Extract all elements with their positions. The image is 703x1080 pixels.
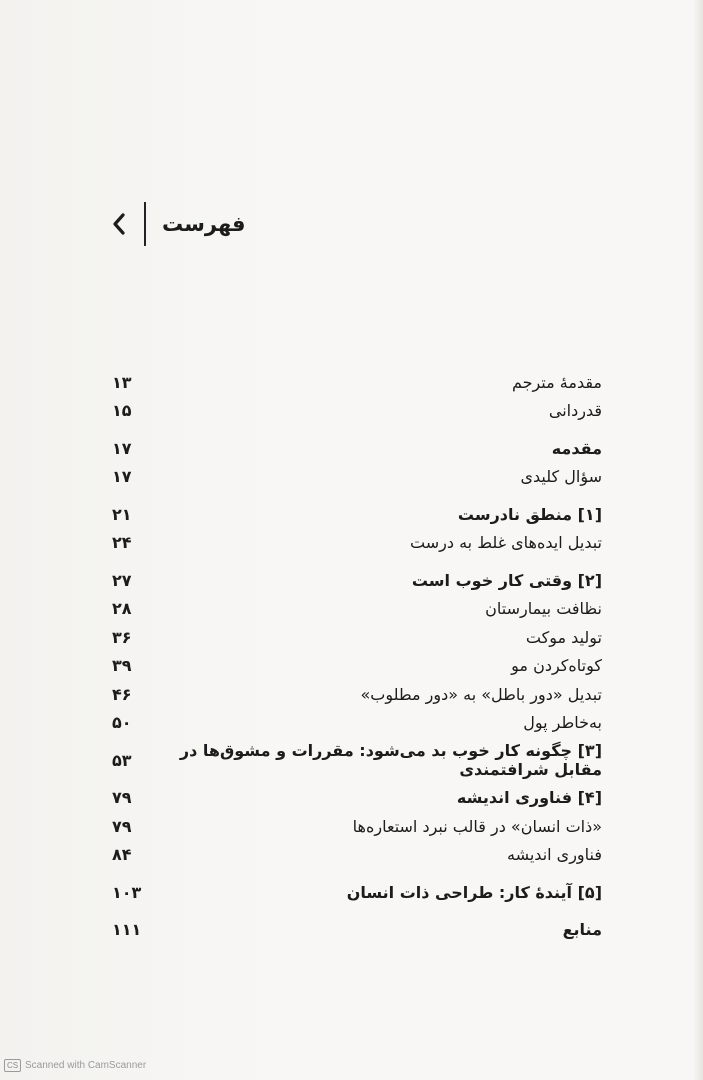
toc-entry[interactable]: [112, 741, 602, 780]
toc-page-number: ۲۸: [112, 599, 132, 619]
toc-page-number: ۱۷: [112, 467, 132, 487]
toc-page-number: ۳۶: [112, 627, 132, 647]
toc-entry[interactable]: [112, 595, 602, 624]
toc-group-spacer: [112, 557, 602, 566]
table-of-contents: [112, 368, 602, 944]
toc-section-title: کوتاه‌کردن مو: [511, 656, 602, 676]
toc-page-number: ۳۹: [112, 656, 132, 676]
toc-chapter-title: [۲] وقتی کار خوب است: [411, 570, 602, 590]
toc-page-number: ۷۹: [112, 788, 132, 808]
watermark-text: Scanned with CamScanner: [25, 1060, 147, 1071]
toc-group-spacer: [112, 425, 602, 434]
toc-page-number: ۱۰۳: [112, 882, 142, 902]
toc-entry[interactable]: [112, 434, 602, 463]
toc-section-title: سؤال کلیدی: [520, 467, 602, 487]
toc-section-title: تبدیل ایده‌های غلط به درست: [410, 533, 602, 553]
page-title: فهرست: [162, 212, 246, 236]
toc-entry[interactable]: [112, 916, 602, 945]
toc-group-spacer: [112, 491, 602, 500]
toc-entry[interactable]: [112, 368, 602, 397]
toc-heading: [108, 200, 246, 248]
toc-page-number: ۵۳: [112, 750, 132, 770]
heading-divider: [144, 202, 146, 246]
toc-chapter-title: منابع: [562, 920, 602, 940]
toc-entry[interactable]: [112, 841, 602, 870]
toc-page-number: ۱۷: [112, 438, 132, 458]
toc-chapter-title: [۱] منطق نادرست: [457, 504, 602, 524]
toc-section-title: مقدمهٔ مترجم: [511, 372, 602, 392]
toc-page-number: ۱۱۱: [112, 920, 142, 940]
toc-section-title: نظافت بیمارستان: [485, 599, 602, 619]
toc-entry[interactable]: [112, 784, 602, 813]
toc-page-number: ۵۰: [112, 713, 132, 733]
toc-section-title: فناوری اندیشه: [506, 845, 602, 865]
toc-entry[interactable]: [112, 463, 602, 492]
toc-chapter-title: [۳] چگونه کار خوب بد می‌شود: مقررات و مشوق‌ها در مقابل شرافتمندی: [179, 741, 602, 780]
toc-entry[interactable]: [112, 680, 602, 709]
toc-section-title: «ذات انسان» در قالب نبرد استعاره‌ها: [352, 816, 602, 836]
chevron-left-icon: [108, 204, 130, 244]
toc-page-number: ۲۴: [112, 533, 132, 553]
toc-page-number: ۱۵: [112, 401, 132, 421]
toc-entry[interactable]: [112, 623, 602, 652]
toc-page-number: ۲۷: [112, 570, 132, 590]
toc-page-number: ۸۴: [112, 845, 132, 865]
toc-chapter-title: [۴] فناوری اندیشه: [456, 788, 602, 808]
toc-page-number: ۷۹: [112, 816, 132, 836]
toc-entry[interactable]: [112, 878, 602, 907]
toc-group-spacer: [112, 869, 602, 878]
toc-section-title: تولید موکت: [525, 627, 602, 647]
toc-entry[interactable]: [112, 709, 602, 738]
toc-chapter-title: [۵] آیندهٔ کار: طراحی ذات انسان: [346, 882, 602, 902]
toc-page-number: ۴۶: [112, 684, 132, 704]
toc-section-title: به‌خاطر پول: [523, 713, 602, 733]
camscanner-logo-icon: CS: [4, 1059, 21, 1072]
toc-page-number: ۲۱: [112, 504, 132, 524]
toc-entry[interactable]: [112, 652, 602, 681]
toc-entry[interactable]: [112, 812, 602, 841]
toc-section-title: قدردانی: [548, 401, 602, 421]
toc-page-number: ۱۳: [112, 372, 132, 392]
scanner-watermark: [4, 1059, 146, 1072]
toc-entry[interactable]: [112, 566, 602, 595]
toc-entry[interactable]: [112, 500, 602, 529]
page-edge-shadow: [693, 0, 703, 1080]
toc-group-spacer: [112, 907, 602, 916]
toc-chapter-title: مقدمه: [551, 438, 602, 458]
toc-entry[interactable]: [112, 397, 602, 426]
toc-entry[interactable]: [112, 529, 602, 558]
toc-section-title: تبدیل «دور باطل» به «دور مطلوب»: [360, 684, 602, 704]
